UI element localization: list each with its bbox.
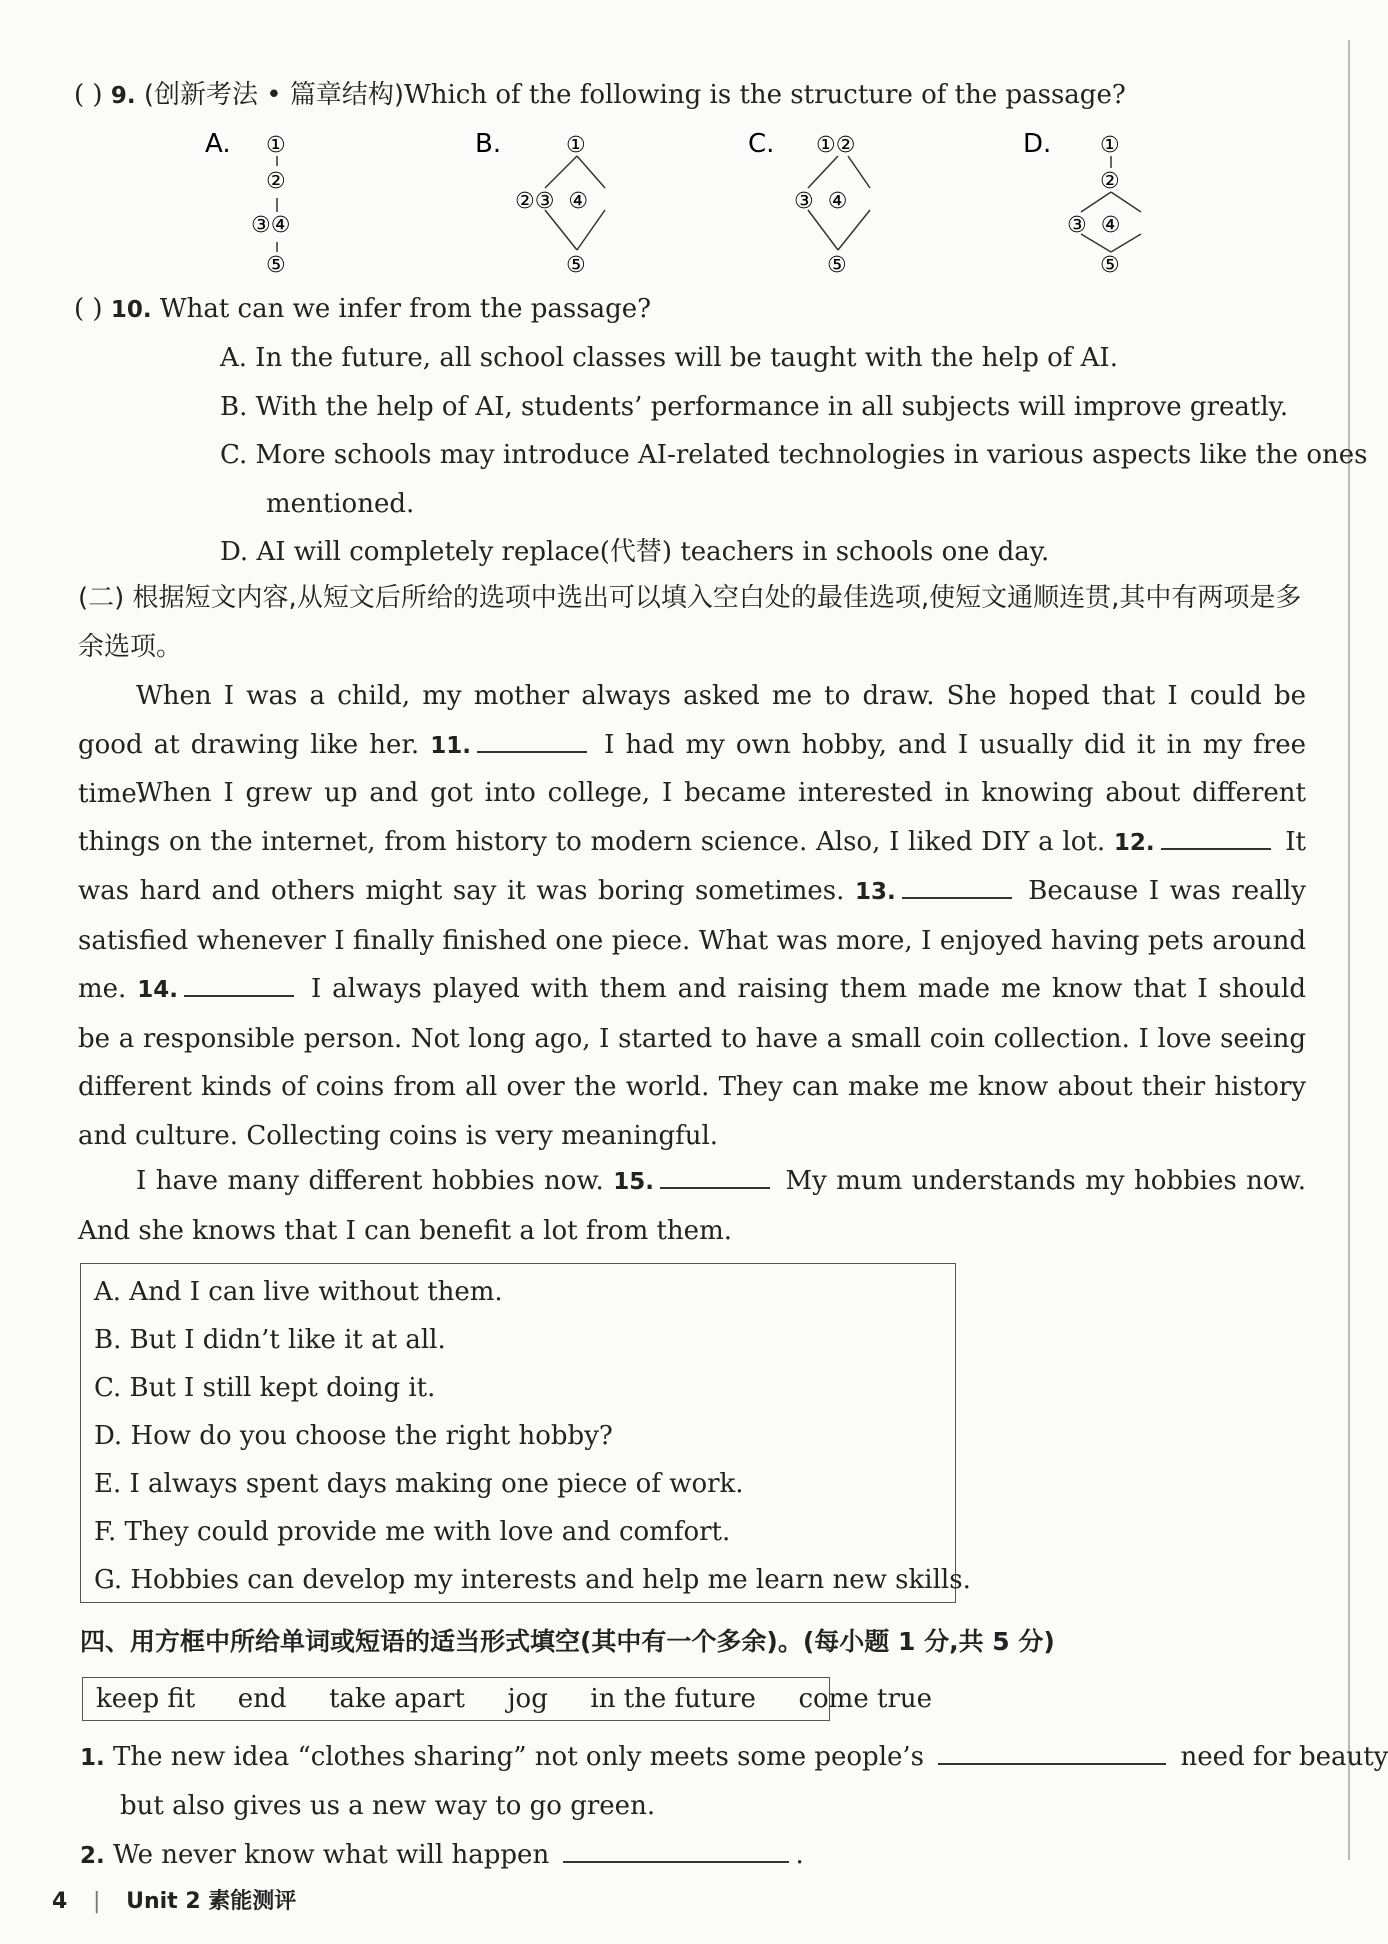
node-5: ⑤ [566,253,586,278]
node-5: ⑤ [1100,253,1120,278]
node-23-4: ②③ ④ [515,189,589,214]
node-1: ① [566,133,586,158]
passage-text: I have many different hobbies now. [136,1166,604,1196]
question-text: The new idea “clothes sharing” not only meets some people’s [113,1742,925,1772]
blank-number: 14. [137,977,178,1003]
answer-paren: ( ) [74,80,103,110]
structure-option-a [205,126,325,280]
word-bank-item: jog [507,1684,548,1714]
unit-title: Unit 2 素能测评 [126,1889,297,1914]
choice-c: C. But I still kept doing it. [94,1373,436,1403]
section2-instruction: (二) 根据短文内容,从短文后所给的选项中选出可以填入空白处的最佳选项,使短文通顺连贯,其中有两项是多余选项。 [78,583,1302,662]
answer-paren: ( ) [74,294,103,324]
question-tag: (创新考法 • 篇章结构) [143,80,404,110]
node-12: ①② [816,133,856,158]
footer-separator: | [92,1889,101,1914]
blank-number: 15. [613,1169,655,1195]
blank-number: 13. [854,879,896,905]
node-2: ② [266,169,286,194]
q10-option-d: D. AI will completely replace(代替) teachers in schools one day. [220,537,1050,567]
structure-option-b [475,126,645,280]
question-number: 9. [110,83,136,109]
fill-question-1-cont: but also gives us a new way to go green. [120,1791,656,1821]
passage-paragraph-3 [78,1157,1306,1255]
q10-option-b: B. With the help of AI, students’ performance in all subjects will improve greatly. [220,392,1289,422]
fill-question-1 [80,1740,1388,1775]
node-2: ② [1100,169,1120,194]
word-bank-item: keep fit [96,1684,196,1714]
word-bank [96,1682,932,1716]
page-footer [52,1884,296,1915]
answer-blank-q2[interactable] [563,1841,789,1863]
passage-paragraph-2 [78,769,1306,1160]
node-1: ① [266,133,286,158]
q10-stem [74,292,651,327]
structure-option-d [1023,126,1193,280]
question-text: need for beauty [1180,1742,1388,1772]
choice-e: E. I always spent days making one piece of work. [94,1469,744,1499]
passage-text: I had my own hobby, and I usually did it in my free time. [78,729,1306,809]
node-5: ⑤ [266,253,286,278]
question-text: We never know what will happen [113,1840,550,1870]
node-5: ⑤ [827,253,847,278]
answer-blank-14[interactable] [184,975,294,997]
question-number: 2. [80,1843,105,1869]
option-letter: A. [205,129,231,159]
node-3-4: ③ ④ [794,189,848,214]
option-letter: C. [748,129,775,159]
word-bank-item: in the future [590,1684,756,1714]
structure-option-c [748,126,918,280]
page-number: 4 [52,1889,68,1914]
answer-blank-q1[interactable] [938,1743,1166,1765]
choice-a: A. And I can live without them. [94,1277,503,1307]
node-3-4: ③ ④ [1067,213,1121,238]
word-bank-item: come true [798,1684,932,1714]
option-letter: B. [475,129,502,159]
section4-title: 四、用方框中所给单词或短语的适当形式填空(其中有一个多余)。(每小题 1 分,共 5 分) [80,1627,1055,1656]
answer-blank-15[interactable] [660,1167,770,1189]
answer-blank-12[interactable] [1161,828,1271,850]
choice-b: B. But I didn’t like it at all. [94,1325,446,1355]
blank-number: 11. [430,732,472,759]
fill-question-2 [80,1838,804,1873]
q10-option-c-cont: mentioned. [266,489,415,519]
page-edge-rule [1348,40,1350,1860]
passage-text: It was hard and others might say it was boring sometimes. [78,826,1306,906]
word-bank-item: take apart [329,1684,465,1714]
choice-g: G. Hobbies can develop my interests and help me learn new skills. [94,1565,971,1595]
q9-stem [74,78,1126,113]
passage-text: My mum understands my hobbies now. And she knows that I can benefit a lot from them. [78,1166,1306,1246]
q10-option-c: C. More schools may introduce AI-related technologies in various aspects like the ones [220,440,1368,470]
node-34: ③④ [251,213,291,238]
node-1: ① [1100,133,1120,158]
choice-f: F. They could provide me with love and comfort. [94,1517,731,1547]
word-bank-item: end [237,1684,287,1714]
option-letter: D. [1023,129,1052,159]
answer-blank-11[interactable] [477,731,587,753]
question-text: . [795,1840,804,1870]
question-text: What can we infer from the passage? [159,294,652,324]
blank-number: 12. [1113,829,1155,856]
question-text: Which of the following is the structure of the passage? [404,80,1126,110]
question-number: 1. [80,1745,105,1771]
answer-blank-13[interactable] [902,877,1012,899]
passage-text: When I grew up and got into college, I became interested in knowing about different things on the internet, from history to modern science. Also, I liked DIY a lot. [78,778,1306,857]
question-number: 10. [110,297,152,323]
choice-d: D. How do you choose the right hobby? [94,1421,613,1451]
passage-text: When I was a child, my mother always asked me to draw. She hoped that I could be good at drawing like her. [78,681,1306,760]
passage-text: Because I was really satisfied whenever I finally finished one piece. What was more, I enjoyed having pets around me. [78,876,1306,1004]
passage-text: I always played with them and raising them made me know that I should be a responsible person. Not long ago, I started to have a small coin collection. I love seeing different kinds of coins from all over the world. They can make me know about their history and culture. Collecting coins is very meaningful. [78,974,1307,1151]
q10-option-a: A. In the future, all school classes will be taught with the help of AI. [220,343,1118,373]
